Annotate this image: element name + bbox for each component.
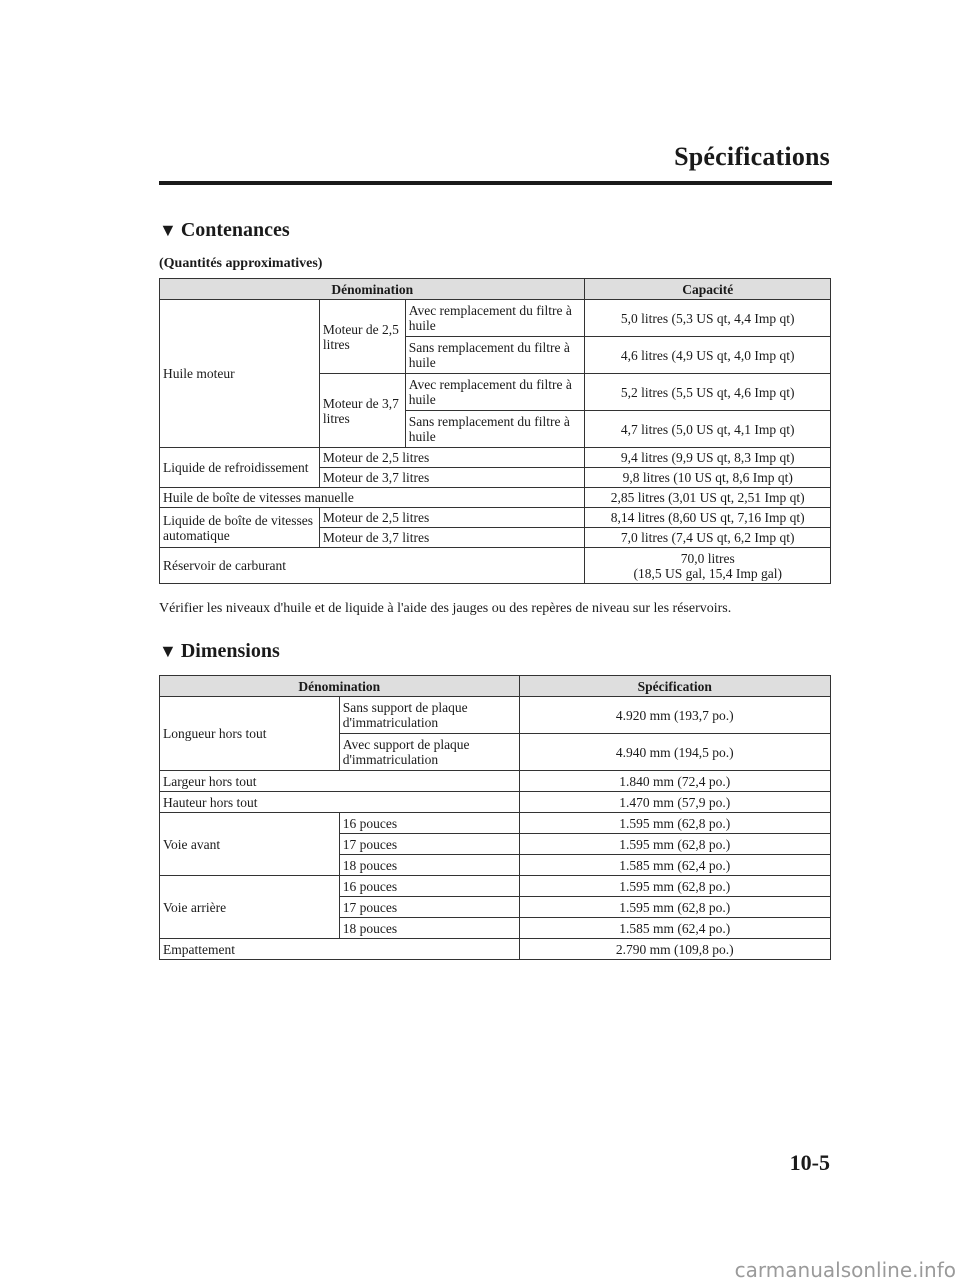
table-row — [160, 697, 831, 734]
contenances-heading — [159, 219, 290, 242]
row-label-hauteur: Hauteur hors tout — [160, 792, 520, 813]
row-label-longueur: Longueur hors tout — [160, 697, 340, 771]
table-row — [160, 508, 831, 528]
size-label: 18 pouces — [339, 855, 519, 876]
column-header-capacity: Capacité — [585, 279, 831, 300]
engine-25-label: Moteur de 2,5 litres — [319, 300, 405, 374]
size-label: 18 pouces — [339, 918, 519, 939]
row-label-empattement: Empattement — [160, 939, 520, 960]
header-rule — [159, 181, 832, 185]
capacity-table — [159, 278, 831, 584]
table-row — [160, 300, 831, 337]
size-label: 16 pouces — [339, 813, 519, 834]
spec-value: 1.595 mm (62,8 po.) — [519, 834, 830, 855]
spec-value: 1.585 mm (62,4 po.) — [519, 855, 830, 876]
capacity-value: 7,0 litres (7,4 US qt, 6,2 Imp qt) — [585, 528, 831, 548]
engine-25-label: Moteur de 2,5 litres — [319, 448, 585, 468]
capacity-value: 2,85 litres (3,01 US qt, 2,51 Imp qt) — [585, 488, 831, 508]
row-label-boite-automatique: Liquide de boîte de vitesses automatique — [160, 508, 320, 548]
capacity-value-line2: (18,5 US gal, 15,4 Imp gal) — [633, 565, 782, 581]
spec-value: 1.585 mm (62,4 po.) — [519, 918, 830, 939]
without-filter-label: Sans remplacement du filtre à huile — [405, 337, 585, 374]
row-label-huile-moteur: Huile moteur — [160, 300, 320, 448]
dimensions-table — [159, 675, 831, 960]
row-label-liquide-refroidissement: Liquide de refroidissement — [160, 448, 320, 488]
table-row — [160, 448, 831, 468]
table-row — [160, 488, 831, 508]
capacity-value: 9,8 litres (10 US qt, 8,6 Imp qt) — [585, 468, 831, 488]
table-row — [160, 548, 831, 584]
page-title: Spécifications — [674, 142, 830, 171]
engine-37-label: Moteur de 3,7 litres — [319, 468, 585, 488]
size-label: 17 pouces — [339, 897, 519, 918]
capacity-value — [585, 548, 831, 584]
capacity-value: 9,4 litres (9,9 US qt, 8,3 Imp qt) — [585, 448, 831, 468]
table-row — [160, 792, 831, 813]
column-header-name: Dénomination — [160, 676, 520, 697]
with-plate-label: Avec support de plaque d'immatriculation — [339, 734, 519, 771]
row-label-voie-arriere: Voie arrière — [160, 876, 340, 939]
table-header-row — [160, 279, 831, 300]
spec-value: 1.595 mm (62,8 po.) — [519, 813, 830, 834]
engine-37-label: Moteur de 3,7 litres — [319, 528, 585, 548]
dimensions-heading — [159, 640, 280, 663]
with-filter-label: Avec remplacement du filtre à huile — [405, 300, 585, 337]
table-row — [160, 771, 831, 792]
row-label-reservoir: Réservoir de carburant — [160, 548, 585, 584]
capacity-value-line1: 70,0 litres — [680, 550, 735, 566]
spec-value: 4.920 mm (193,7 po.) — [519, 697, 830, 734]
column-header-spec: Spécification — [519, 676, 830, 697]
capacity-value: 4,6 litres (4,9 US qt, 4,0 Imp qt) — [585, 337, 831, 374]
dimensions-heading-text: Dimensions — [180, 640, 280, 662]
contenances-note: Vérifier les niveaux d'huile et de liquide à l'aide des jauges ou des repères de niveau sur les réservoirs. — [159, 601, 732, 616]
watermark: carmanualsonline.info — [734, 1258, 956, 1282]
capacity-value: 5,0 litres (5,3 US qt, 4,4 Imp qt) — [585, 300, 831, 337]
triangle-down-icon: ▼ — [159, 220, 177, 240]
spec-value: 1.840 mm (72,4 po.) — [519, 771, 830, 792]
size-label: 16 pouces — [339, 876, 519, 897]
spec-value: 4.940 mm (194,5 po.) — [519, 734, 830, 771]
table-row — [160, 813, 831, 834]
without-plate-label: Sans support de plaque d'immatriculation — [339, 697, 519, 734]
page-number: 10-5 — [789, 1150, 830, 1175]
capacity-value: 8,14 litres (8,60 US qt, 7,16 Imp qt) — [585, 508, 831, 528]
capacity-value: 4,7 litres (5,0 US qt, 4,1 Imp qt) — [585, 411, 831, 448]
capacity-value: 5,2 litres (5,5 US qt, 4,6 Imp qt) — [585, 374, 831, 411]
engine-37-label: Moteur de 3,7 litres — [319, 374, 405, 448]
table-row — [160, 876, 831, 897]
engine-25-label: Moteur de 2,5 litres — [319, 508, 585, 528]
contenances-heading-text: Contenances — [180, 219, 290, 241]
triangle-down-icon: ▼ — [159, 641, 177, 661]
without-filter-label: Sans remplacement du filtre à huile — [405, 411, 585, 448]
row-label-voie-avant: Voie avant — [160, 813, 340, 876]
table-row — [160, 939, 831, 960]
column-header-name: Dénomination — [160, 279, 585, 300]
row-label-largeur: Largeur hors tout — [160, 771, 520, 792]
table-header-row — [160, 676, 831, 697]
contenances-subtitle: (Quantités approximatives) — [159, 256, 323, 271]
spec-value: 1.470 mm (57,9 po.) — [519, 792, 830, 813]
with-filter-label: Avec remplacement du filtre à huile — [405, 374, 585, 411]
row-label-boite-manuelle: Huile de boîte de vitesses manuelle — [160, 488, 585, 508]
spec-value: 1.595 mm (62,8 po.) — [519, 876, 830, 897]
size-label: 17 pouces — [339, 834, 519, 855]
spec-value: 1.595 mm (62,8 po.) — [519, 897, 830, 918]
spec-value: 2.790 mm (109,8 po.) — [519, 939, 830, 960]
